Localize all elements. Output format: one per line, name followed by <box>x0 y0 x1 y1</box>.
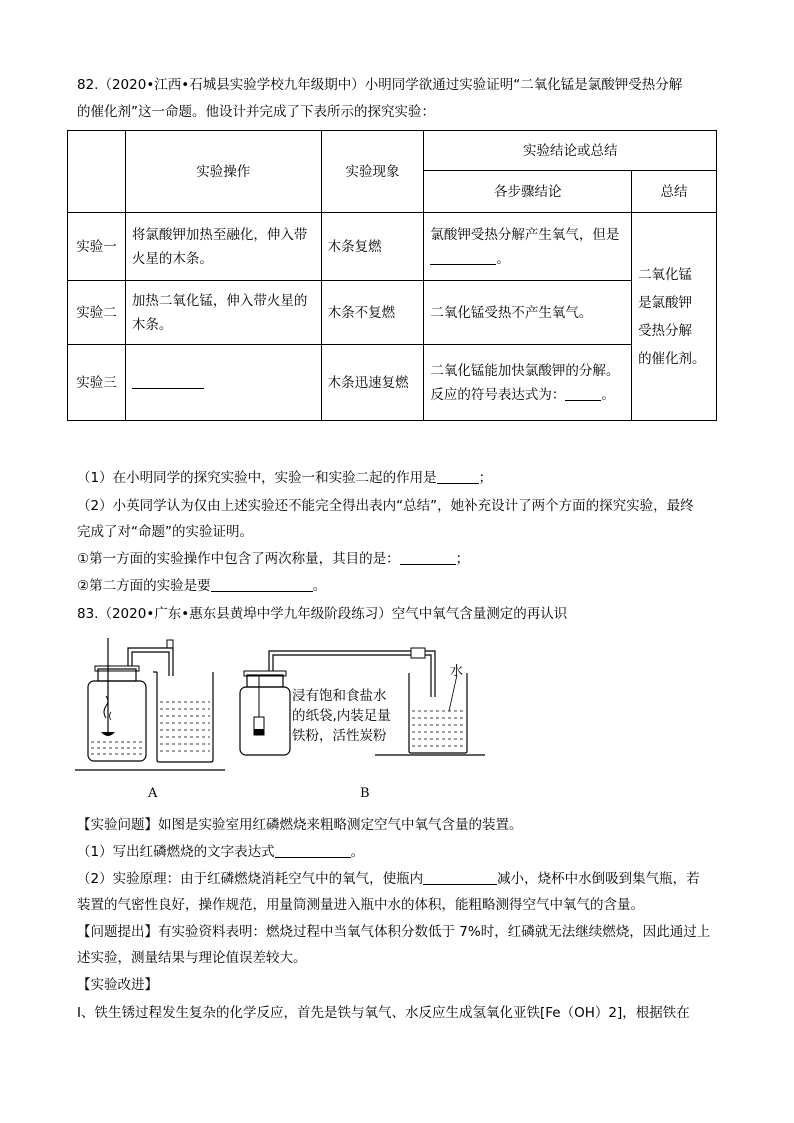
table-row <box>68 345 717 421</box>
row-conclusion: 二氧化锰受热不产生氧气。 <box>424 281 632 345</box>
table-row <box>68 281 717 345</box>
header-operation: 实验操作 <box>125 131 321 213</box>
q83-s5: 【实验改进】 <box>77 977 158 993</box>
q82-intro-line2: 的催化剂”这一命题。他设计并完成了下表所示的探究实验： <box>77 104 435 120</box>
row-conclusion: 氯酸钾受热分解产生氧气，但是 。 <box>424 213 632 281</box>
q83-s1: 【实验问题】如图是实验室用红磷燃烧来粗略测定空气中氧气含量的装置。 <box>77 817 523 833</box>
q83-s3a: （2）实验原理：由于红磷燃烧消耗空气中的氧气，使瓶内 减小，烧杯中水倒吸到集气瓶，若 <box>77 871 700 887</box>
q82-part3: ①第一方面的实验操作中包含了两次称量，其目的是： ； <box>77 551 470 567</box>
apparatus-a-diagram <box>75 638 225 774</box>
q83-s4b: 述实验，测量结果与理论值误差较大。 <box>77 950 307 966</box>
row-name: 实验二 <box>68 281 126 345</box>
header-conclusion: 实验结论或总结 <box>424 131 717 171</box>
answer-blank[interactable] <box>211 577 313 592</box>
q82-part2-line1: （2）小英同学认为仅由上述实验还不能完全得出表内“总结”，她补充设计了两个方面的探究实验，最终 <box>77 498 694 514</box>
q82-intro-line1: 82.（2020•江西•石城县实验学校九年级期中）小明同学欲通过实验证明“二氧化锰是氯酸钾受热分解 <box>77 77 683 93</box>
row-phenomenon: 木条不复燃 <box>321 281 424 345</box>
q83-intro: 83.（2020•广东•惠东县黄埠中学九年级阶段练习）空气中氧气含量测定的再认识 <box>77 606 568 622</box>
row-operation: 将氯酸钾加热至融化，伸入带 火星的木条。 <box>125 213 321 281</box>
header-step-conclusion: 各步骤结论 <box>424 171 632 213</box>
answer-blank[interactable] <box>423 870 497 885</box>
row-name: 实验一 <box>68 213 126 281</box>
apparatus-b-label: 浸有饱和食盐水 的纸袋,内装足量 铁粉，活性炭粉 <box>292 688 391 744</box>
table-corner-cell <box>68 131 126 213</box>
answer-blank[interactable] <box>400 550 456 565</box>
q82-part2-line2: 完成了对“命题”的实验证明。 <box>77 524 253 540</box>
q82-part1: （1）在小明同学的探究实验中，实验一和实验二起的作用是 ； <box>77 470 493 486</box>
answer-blank[interactable] <box>565 386 601 401</box>
q83-s4a: 【问题提出】有实验资料表明：燃烧过程中当氧气体积分数低于 7%时，红磷就无法继续燃烧，因此通过上 <box>77 924 711 940</box>
answer-blank[interactable] <box>437 469 479 484</box>
answer-blank[interactable] <box>132 374 204 389</box>
q82-part4: ②第二方面的实验是要 。 <box>77 578 327 594</box>
row-conclusion: 二氧化锰能加快氯酸钾的分解。 反应的符号表达式为： 。 <box>424 345 632 421</box>
row-operation <box>125 345 321 421</box>
experiment-table <box>67 130 717 421</box>
q83-s3b: 装置的气密性良好，操作规范，用量筒测量进入瓶中水的体积，能粗略测得空气中氧气的含量。 <box>77 897 644 913</box>
water-label: 水 <box>450 664 464 679</box>
summary-cell: 二氧化锰 是氯酸钾 受热分解 的催化剂。 <box>632 213 717 421</box>
row-operation: 加热二氧化锰，伸入带火星的 木条。 <box>125 281 321 345</box>
q83-s2: （1）写出红磷燃烧的文字表达式 。 <box>77 844 365 860</box>
header-summary: 总结 <box>632 171 717 213</box>
table-row <box>68 213 717 281</box>
answer-blank[interactable] <box>430 250 496 265</box>
q83-s6: Ⅰ、铁生锈过程发生复杂的化学反应，首先是铁与氧气、水反应生成氢氧化亚铁[Fe（OH）2]，根据铁在 <box>77 1005 690 1021</box>
figure-label-b: B <box>360 786 370 801</box>
row-phenomenon: 木条复燃 <box>321 213 424 281</box>
row-phenomenon: 木条迅速复燃 <box>321 345 424 421</box>
header-phenomenon: 实验现象 <box>321 131 424 213</box>
row-name: 实验三 <box>68 345 126 421</box>
figure-label-a: A <box>148 786 158 801</box>
answer-blank[interactable] <box>275 843 351 858</box>
